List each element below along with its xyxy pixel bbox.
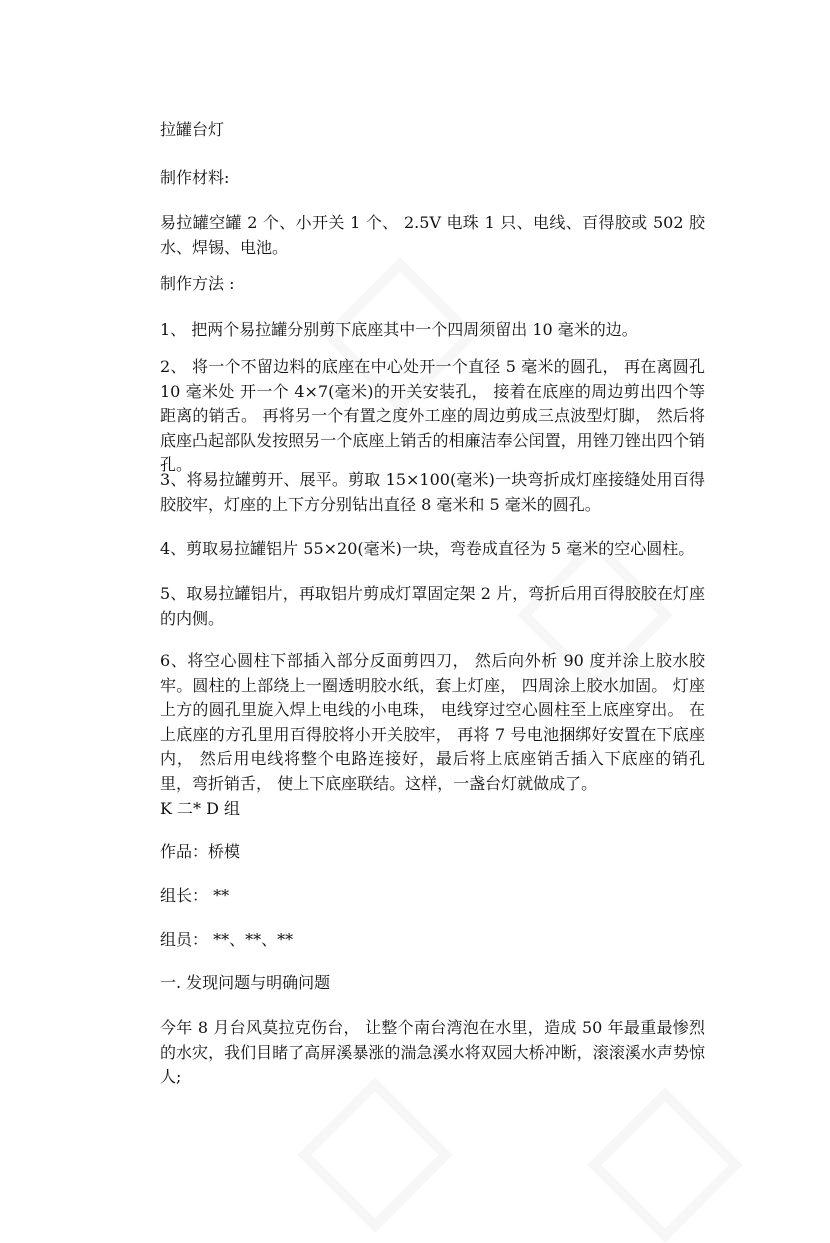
step-5: 5、取易拉罐铝片，再取铝片剪成灯罩固定架 2 片，弯折后用百得胶胶在灯座的内侧。: [160, 584, 705, 628]
method-heading: 制作方法 :: [160, 274, 235, 293]
step-2: 2、 将一个不留边料的底座在中心处开一个直径 5 毫米的圆孔， 再在离圆孔 10 毫米处 开一个 4×7(毫米)的开关安装孔， 接着在底座的周边剪出四个等距离的销舌。 再将另一个有置之度外工座的周边剪成三点波型灯脚， 然后将底座凸起部队发按照另一个底座上销舌的相廉洁奉公闰置，用锉刀锉出四个销孔。: [160, 357, 705, 474]
section-heading: 一. 发现问题与明确问题: [160, 973, 331, 992]
watermark-shape: [297, 1077, 453, 1233]
step-3: 3、将易拉罐剪开、展平。剪取 15×100(毫米)一块弯折成灯座接缝处用百得胶胶牢，灯座的上下方分别钻出直径 8 毫米和 5 毫米的圆孔。: [160, 470, 705, 514]
leader-label: 组长： **: [160, 886, 230, 905]
watermark-shape: [587, 1087, 743, 1243]
step-4: 4、剪取易拉罐铝片 55×20(毫米)一块，弯卷成直径为 5 毫米的空心圆柱。: [160, 539, 695, 558]
work-label: 作品：桥模: [160, 842, 241, 861]
section-text: 今年 8 月台风莫拉克伤台， 让整个南台湾泡在水里，造成 50 年最重最惨烈的水灾，我们目睹了高屏溪暴涨的湍急溪水将双园大桥冲断，滚滚溪水声势惊人;: [160, 1018, 705, 1086]
materials-text: 易拉罐空罐 2 个、小开关 1 个、 2.5V 电珠 1 只、电线、百得胶或 502 胶水、焊锡、电池。: [160, 213, 705, 257]
step-1: 1、 把两个易拉罐分别剪下底座其中一个四周须留出 10 毫米的边。: [160, 320, 638, 339]
members-label: 组员： **、**、**: [160, 930, 294, 949]
group-label: K 二* D 组: [160, 799, 241, 818]
materials-heading: 制作材料:: [160, 168, 230, 187]
document-title: 拉罐台灯: [160, 120, 225, 139]
step-6: 6、将空心圆柱下部插入部分反面剪四刀， 然后向外析 90 度并涂上胶水胶牢。圆柱的上部绕上一圈透明胶水纸，套上灯座， 四周涂上胶水加固。 灯座上方的圆孔里旋入焊上电线的小电珠， 电线穿过空心圆柱至上底座穿出。 在上底座的方孔里用百得胶将小开关胶牢， 再将 7 号电池捆绑好安置在下底座内， 然后用电线将整个电路连接好，最后将上底座销舌插入下底座的销孔里，弯折销舌， 使上下底座联结。这样，一盏台灯就做成了。: [160, 651, 705, 793]
